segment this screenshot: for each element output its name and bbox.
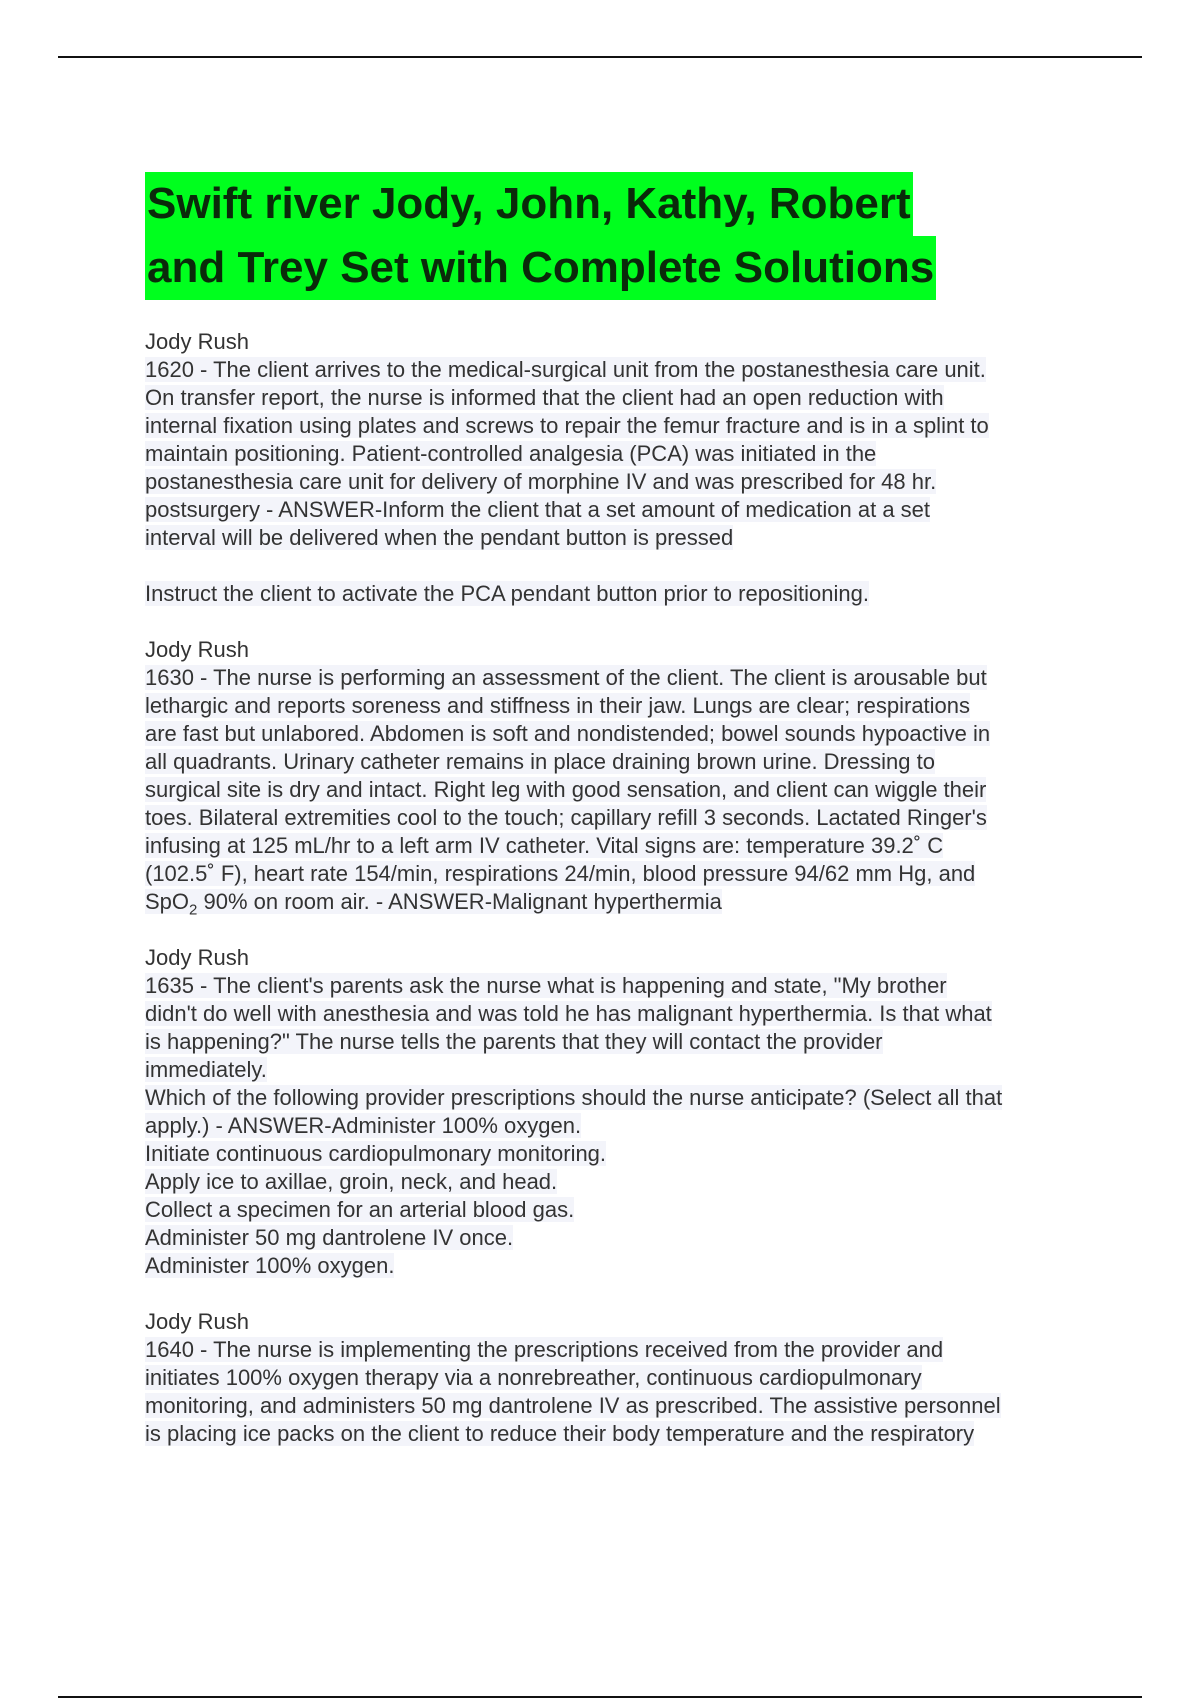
question-text	[145, 972, 1095, 1280]
text-line: Administer 100% oxygen.	[145, 1253, 395, 1278]
text-line: immediately.	[145, 1057, 267, 1082]
question-block-1630	[145, 636, 1095, 919]
top-rule	[58, 56, 1142, 58]
text-line: apply.) - ANSWER-Administer 100% oxygen.	[145, 1113, 582, 1138]
text-line: are fast but unlabored. Abdomen is soft and nondistended; bowel sounds hypoactive in	[145, 721, 991, 746]
question-text	[145, 356, 1095, 552]
document-title	[145, 172, 1125, 300]
text-line: infusing at 125 mL/hr to a left arm IV catheter. Vital signs are: temperature 39.2˚ C	[145, 833, 944, 858]
text-line: Apply ice to axillae, groin, neck, and head.	[145, 1169, 558, 1194]
author-name: Jody Rush	[145, 1309, 249, 1334]
question-text	[145, 664, 1095, 919]
text-line: monitoring, and administers 50 mg dantrolene IV as prescribed. The assistive personnel	[145, 1393, 1001, 1418]
question-block-1635	[145, 944, 1095, 1280]
text-line: Collect a specimen for an arterial blood gas.	[145, 1197, 575, 1222]
author-name: Jody Rush	[145, 945, 249, 970]
answer-text: 90% on room air. - ANSWER-Malignant hyperthermia	[197, 889, 722, 914]
text-line: Instruct the client to activate the PCA pendant button prior to repositioning.	[145, 581, 869, 606]
text-line: lethargic and reports soreness and stiffness in their jaw. Lungs are clear; respirations	[145, 693, 971, 718]
title-line-1: Swift river Jody, John, Kathy, Robert	[145, 172, 913, 236]
text-line: On transfer report, the nurse is informed that the client had an open reduction with	[145, 385, 944, 410]
text-line: is happening?" The nurse tells the parents that they will contact the provider	[145, 1029, 883, 1054]
text-line: postanesthesia care unit for delivery of morphine IV and was prescribed for 48 hr.	[145, 469, 937, 494]
text-line: Initiate continuous cardiopulmonary monitoring.	[145, 1141, 607, 1166]
author-name: Jody Rush	[145, 637, 249, 662]
question-block-1640	[145, 1308, 1095, 1448]
text-line: 1620 - The client arrives to the medical-surgical unit from the postanesthesia care unit.	[145, 357, 986, 382]
text-line: 1635 - The client's parents ask the nurse what is happening and state, "My brother	[145, 973, 947, 998]
text-line: is placing ice packs on the client to reduce their body temperature and the respiratory	[145, 1421, 975, 1446]
text-line	[145, 889, 722, 919]
spo2-subscript: 2	[189, 901, 198, 919]
text-line: didn't do well with anesthesia and was told he has malignant hyperthermia. Is that what	[145, 1001, 992, 1026]
text-line: postsurgery - ANSWER-Inform the client that a set amount of medication at a set	[145, 497, 931, 522]
document-body	[145, 328, 1095, 1448]
text-line: surgical site is dry and intact. Right leg with good sensation, and client can wiggle their	[145, 777, 987, 802]
text-line: all quadrants. Urinary catheter remains in place draining brown urine. Dressing to	[145, 749, 935, 774]
title-line-2: and Trey Set with Complete Solutions	[145, 236, 936, 300]
text-line: Which of the following provider prescriptions should the nurse anticipate? (Select all that	[145, 1085, 1003, 1110]
bottom-rule	[58, 1696, 1142, 1698]
text-line: (102.5˚ F), heart rate 154/min, respirations 24/min, blood pressure 94/62 mm Hg, and	[145, 861, 976, 886]
text-line: 1640 - The nurse is implementing the prescriptions received from the provider and	[145, 1337, 944, 1362]
text-line: toes. Bilateral extremities cool to the touch; capillary refill 3 seconds. Lactated Ringer's	[145, 805, 987, 830]
text-line: 1630 - The nurse is performing an assessment of the client. The client is arousable but	[145, 665, 987, 690]
text-line: initiates 100% oxygen therapy via a nonrebreather, continuous cardiopulmonary	[145, 1365, 922, 1390]
text-line: Administer 50 mg dantrolene IV once.	[145, 1225, 514, 1250]
text-line: maintain positioning. Patient-controlled analgesia (PCA) was initiated in the	[145, 441, 877, 466]
author-name: Jody Rush	[145, 329, 249, 354]
text-line: interval will be delivered when the pendant button is pressed	[145, 525, 734, 550]
spo2-prefix: SpO	[145, 889, 190, 914]
question-text	[145, 1336, 1095, 1448]
answer-extra	[145, 580, 1095, 608]
question-block-1620	[145, 328, 1095, 608]
text-line: internal fixation using plates and screws to repair the femur fracture and is in a splint to	[145, 413, 989, 438]
